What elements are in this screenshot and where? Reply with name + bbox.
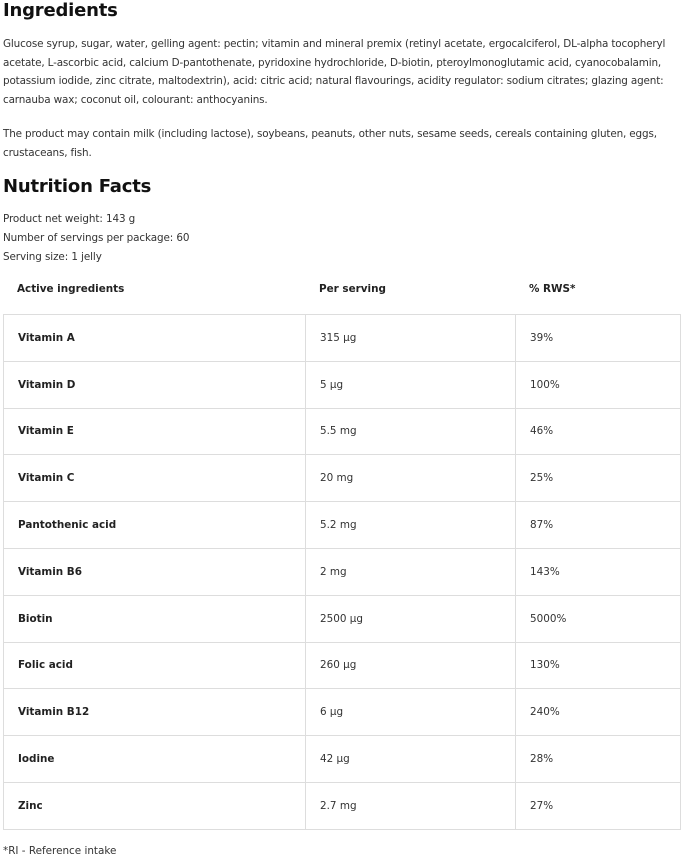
nutrition-facts-heading: Nutrition Facts xyxy=(3,176,152,197)
ingredient-name: Vitamin D xyxy=(4,361,306,408)
ingredient-amount: 20 mg xyxy=(306,455,516,502)
column-header-per-serving: Per serving xyxy=(319,283,386,295)
ingredient-name: Pantothenic acid xyxy=(4,502,306,549)
ingredient-rws: 240% xyxy=(516,689,681,736)
ingredients-text: Glucose syrup, sugar, water, gelling agent: pectin; vitamin and mineral premix (retinyl acetate, ergocalciferol, DL-alpha tocopheryl acetate, L-ascorbic acid, calcium D-pantothenate, pyridoxine hydrochloride, D-biotin, pteroylmonoglutamic acid, cyanocobalamin, potassium iodide, zinc citrate, maltodextrin), acid: citric acid; natural flavourings, acidity regulator: sodium citrates; glazing agent: carnauba wax; coconut oil, colourant: anthocyanins. xyxy=(3,38,666,106)
ingredient-rws: 5000% xyxy=(516,595,681,642)
serving-size: Serving size: 1 jelly xyxy=(3,251,102,263)
table-row xyxy=(4,736,681,783)
ingredient-name: Iodine xyxy=(4,736,306,783)
column-header-active-ingredients: Active ingredients xyxy=(17,283,125,295)
table-row xyxy=(4,455,681,502)
ingredient-name: Zinc xyxy=(4,782,306,829)
ingredient-amount: 5.5 mg xyxy=(306,408,516,455)
ingredient-amount: 42 µg xyxy=(306,736,516,783)
table-row xyxy=(4,315,681,362)
table-row xyxy=(4,408,681,455)
ingredient-amount: 5 µg xyxy=(306,361,516,408)
allergens-text: The product may contain milk (including lactose), soybeans, peanuts, other nuts, sesame seeds, cereals containing gluten, eggs, crustaceans, fish. xyxy=(3,128,657,159)
table-row xyxy=(4,502,681,549)
table-row xyxy=(4,689,681,736)
ingredient-name: Biotin xyxy=(4,595,306,642)
table-row xyxy=(4,782,681,829)
ingredient-name: Vitamin A xyxy=(4,315,306,362)
table-row xyxy=(4,361,681,408)
ingredient-rws: 28% xyxy=(516,736,681,783)
ingredients-heading: Ingredients xyxy=(3,0,118,21)
ingredient-amount: 5.2 mg xyxy=(306,502,516,549)
ingredient-rws: 130% xyxy=(516,642,681,689)
reference-intake-footnote: *RI - Reference intake xyxy=(3,845,117,857)
ingredient-name: Vitamin B6 xyxy=(4,548,306,595)
ingredient-amount: 2500 µg xyxy=(306,595,516,642)
ingredient-rws: 100% xyxy=(516,361,681,408)
ingredient-name: Folic acid xyxy=(4,642,306,689)
ingredient-rws: 25% xyxy=(516,455,681,502)
table-row xyxy=(4,595,681,642)
ingredient-rws: 143% xyxy=(516,548,681,595)
ingredient-rws: 39% xyxy=(516,315,681,362)
ingredient-name: Vitamin C xyxy=(4,455,306,502)
table-row xyxy=(4,642,681,689)
table-row xyxy=(4,548,681,595)
ingredient-amount: 2.7 mg xyxy=(306,782,516,829)
ingredient-name: Vitamin E xyxy=(4,408,306,455)
column-header-rws: % RWS* xyxy=(529,283,576,295)
ingredient-rws: 27% xyxy=(516,782,681,829)
ingredient-name: Vitamin B12 xyxy=(4,689,306,736)
ingredient-amount: 2 mg xyxy=(306,548,516,595)
ingredient-amount: 6 µg xyxy=(306,689,516,736)
net-weight: Product net weight: 143 g xyxy=(3,213,136,225)
ingredient-rws: 46% xyxy=(516,408,681,455)
ingredient-rws: 87% xyxy=(516,502,681,549)
ingredient-amount: 315 µg xyxy=(306,315,516,362)
ingredient-amount: 260 µg xyxy=(306,642,516,689)
servings-per-package: Number of servings per package: 60 xyxy=(3,232,190,244)
nutrition-table xyxy=(3,314,681,830)
